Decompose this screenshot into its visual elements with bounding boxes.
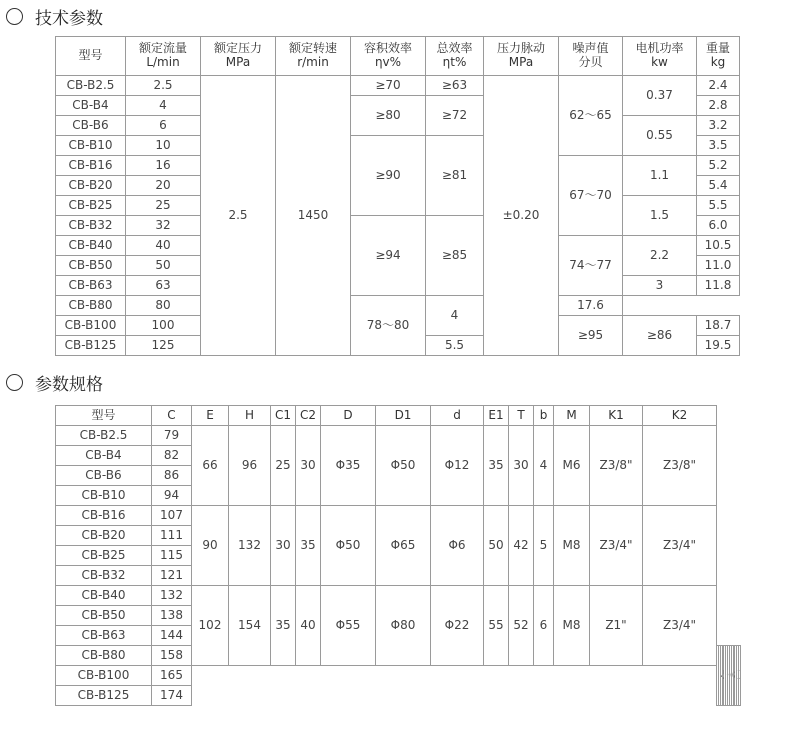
c-cell: 165 <box>152 666 192 686</box>
header-cell <box>201 37 276 76</box>
model-cell: CB-B16 <box>56 506 152 526</box>
e-cell: 90 <box>192 506 229 586</box>
section-title-text: 参数规格 <box>35 375 103 395</box>
model-cell: CB-B20 <box>56 176 126 196</box>
header-line-1: 额定流量 <box>138 41 187 56</box>
m-cell: M6 <box>554 426 590 506</box>
c-cell: 132 <box>152 586 192 606</box>
weight-cell: 6.0 <box>697 216 740 236</box>
power-cell: 0.55 <box>623 116 697 156</box>
k2-cell: Z3/8" <box>643 426 717 506</box>
section-title-text: 技术参数 <box>35 9 103 29</box>
e-cell: 102 <box>192 586 229 666</box>
d-cell: Φ35 <box>321 426 376 506</box>
spec-header-row <box>56 406 741 426</box>
b-cell: 5 <box>534 506 554 586</box>
weight-cell: 19.5 <box>697 336 740 356</box>
weight-cell: 5.2 <box>697 156 740 176</box>
header-cell: E <box>192 406 229 426</box>
header-line-1: 重量 <box>705 41 730 56</box>
m-cell: M8 <box>554 506 590 586</box>
header-cell: K1 <box>590 406 643 426</box>
total-eff-cell: ≥81 <box>426 136 484 216</box>
flow-cell: 25 <box>126 196 201 216</box>
vol-eff-cell: ≥80 <box>351 96 426 136</box>
header-line-2: ηt% <box>442 55 467 69</box>
model-cell: CB-B125 <box>56 336 126 356</box>
weight-cell: 2.8 <box>697 96 740 116</box>
power-cell: 3 <box>623 276 697 296</box>
c-cell: 121 <box>152 566 192 586</box>
model-cell: CB-B2.5 <box>56 426 152 446</box>
header-line-2: kg <box>710 55 726 69</box>
power-cell: 1.1 <box>623 156 697 196</box>
header-line-1: 额定转速 <box>288 41 337 56</box>
power-cell: 2.2 <box>623 236 697 276</box>
pressure-cell: 2.5 <box>201 76 276 356</box>
e-cell: 66 <box>192 426 229 506</box>
header-line-1: 噪声值 <box>572 41 609 56</box>
weight-cell: 18.7 <box>697 316 740 336</box>
power-cell: 1.5 <box>623 196 697 236</box>
header-cell <box>56 37 126 76</box>
e1-cell: 35 <box>484 426 509 506</box>
model-cell: CB-B10 <box>56 136 126 156</box>
model-cell: CB-B4 <box>56 446 152 466</box>
flow-cell: 100 <box>126 316 201 336</box>
t-cell: 52 <box>509 586 534 666</box>
vol-eff-cell: ≥70 <box>351 76 426 96</box>
header-cell <box>559 37 623 76</box>
header-line-1: 总效率 <box>436 41 473 56</box>
t-cell: 42 <box>509 506 534 586</box>
b-cell: 6 <box>534 586 554 666</box>
header-line-2: ηv% <box>374 55 402 69</box>
noise-cell: 74～77 <box>559 236 623 296</box>
header-cell <box>484 37 559 76</box>
c1-cell: 25 <box>271 426 296 506</box>
header-cell <box>623 37 697 76</box>
vol-eff-cell: ≥95 <box>559 316 623 356</box>
c-cell: 79 <box>152 426 192 446</box>
c-cell: 174 <box>152 686 192 706</box>
model-cell: CB-B10 <box>56 486 152 506</box>
model-cell: CB-B63 <box>56 626 152 646</box>
flow-cell: 2.5 <box>126 76 201 96</box>
c-cell: 115 <box>152 546 192 566</box>
total-eff-cell: ≥86 <box>623 316 697 356</box>
c-cell: 86 <box>152 466 192 486</box>
header-line-2: MPa <box>508 55 534 69</box>
model-cell: CB-B100 <box>56 666 152 686</box>
spec-table <box>55 405 741 706</box>
header-cell <box>126 37 201 76</box>
weight-cell: 5.4 <box>697 176 740 196</box>
header-line-2: kw <box>651 55 668 69</box>
e1-cell: 50 <box>484 506 509 586</box>
table-row <box>56 586 741 606</box>
vol-eff-cell: ≥90 <box>351 136 426 216</box>
c2-cell: 40 <box>296 586 321 666</box>
tech-header-row <box>56 37 740 76</box>
d-cell: Φ50 <box>321 506 376 586</box>
c2-cell: 30 <box>296 426 321 506</box>
d-cell: Φ12 <box>431 426 484 506</box>
header-line-1: 容积效率 <box>363 41 412 56</box>
model-cell: CB-B4 <box>56 96 126 116</box>
c-cell: 111 <box>152 526 192 546</box>
header-cell: C2 <box>296 406 321 426</box>
model-cell: CB-B40 <box>56 236 126 256</box>
h-cell: 96 <box>229 426 271 506</box>
pulsation-cell: ±0.20 <box>484 76 559 356</box>
model-cell: CB-B16 <box>56 156 126 176</box>
flow-cell: 50 <box>126 256 201 276</box>
noise-cell: 78～80 <box>351 296 426 356</box>
weight-cell: 2.4 <box>697 76 740 96</box>
header-cell <box>426 37 484 76</box>
header-line-2: MPa <box>225 55 251 69</box>
header-cell <box>276 37 351 76</box>
h-cell: 154 <box>229 586 271 666</box>
model-cell: CB-B6 <box>56 116 126 136</box>
c-cell: 138 <box>152 606 192 626</box>
header-cell: 型号 <box>56 406 152 426</box>
flow-cell: 6 <box>126 116 201 136</box>
weight-cell: 11.8 <box>697 276 740 296</box>
table-row <box>56 426 741 446</box>
k1-cell: Z3/4" <box>590 506 643 586</box>
weight-cell: 3.2 <box>697 116 740 136</box>
header-cell: H <box>229 406 271 426</box>
c-cell: 158 <box>152 646 192 666</box>
c-cell: 144 <box>152 626 192 646</box>
table-row <box>56 296 740 316</box>
model-cell: CB-B50 <box>56 606 152 626</box>
weight-cell: 3.5 <box>697 136 740 156</box>
header-cell: T <box>509 406 534 426</box>
c2-cell: 35 <box>296 506 321 586</box>
model-cell: CB-B50 <box>56 256 126 276</box>
d1-cell: Φ65 <box>376 506 431 586</box>
t-cell: 30 <box>509 426 534 506</box>
d1-cell: Φ50 <box>376 426 431 506</box>
header-line-1: 额定压力 <box>213 41 262 56</box>
model-cell: CB-B25 <box>56 196 126 216</box>
header-cell: D <box>321 406 376 426</box>
noise-cell: 67～70 <box>559 156 623 236</box>
total-eff-cell: ≥63 <box>426 76 484 96</box>
model-cell: CB-B100 <box>56 316 126 336</box>
d1-cell: Φ80 <box>376 586 431 666</box>
c-cell: 82 <box>152 446 192 466</box>
section-title-spec <box>6 370 103 395</box>
flow-cell: 32 <box>126 216 201 236</box>
header-line-2: 分贝 <box>578 55 603 69</box>
model-cell: CB-B80 <box>56 296 126 316</box>
power-cell: 0.37 <box>623 76 697 116</box>
c1-cell: 35 <box>271 586 296 666</box>
header-line-1: 型号 <box>78 48 103 63</box>
circle-bullet-icon <box>6 374 23 391</box>
model-cell: CB-B125 <box>56 686 152 706</box>
model-cell: CB-B25 <box>56 546 152 566</box>
weight-cell: 10.5 <box>697 236 740 256</box>
header-line-1: 电机功率 <box>635 41 684 56</box>
header-cell: C <box>152 406 192 426</box>
b-cell: 4 <box>534 426 554 506</box>
tech-params-table <box>55 36 740 356</box>
power-cell: 4 <box>426 296 484 336</box>
header-cell: d <box>431 406 484 426</box>
model-cell: CB-B40 <box>56 586 152 606</box>
k2-cell: Z3/4" <box>643 586 717 666</box>
flow-cell: 16 <box>126 156 201 176</box>
d-cell: Φ55 <box>321 586 376 666</box>
model-cell: CB-B32 <box>56 566 152 586</box>
noise-cell: 62～65 <box>559 76 623 156</box>
flow-cell: 63 <box>126 276 201 296</box>
circle-bullet-icon <box>6 8 23 25</box>
header-cell: K2 <box>643 406 717 426</box>
weight-cell: 11.0 <box>697 256 740 276</box>
c-cell: 107 <box>152 506 192 526</box>
model-cell: CB-B32 <box>56 216 126 236</box>
k2-cell <box>739 646 741 706</box>
table-row <box>56 666 741 686</box>
k2-cell: Z3/4" <box>643 506 717 586</box>
power-cell: 5.5 <box>426 336 484 356</box>
flow-cell: 4 <box>126 96 201 116</box>
header-cell <box>697 37 740 76</box>
header-cell: C1 <box>271 406 296 426</box>
weight-cell: 5.5 <box>697 196 740 216</box>
flow-cell: 40 <box>126 236 201 256</box>
k1-cell: Z3/8" <box>590 426 643 506</box>
flow-cell: 20 <box>126 176 201 196</box>
model-cell: CB-B63 <box>56 276 126 296</box>
header-line-1: 压力脉动 <box>496 41 545 56</box>
model-cell: CB-B20 <box>56 526 152 546</box>
flow-cell: 80 <box>126 296 201 316</box>
table-row <box>56 76 740 96</box>
header-line-2: L/min <box>146 55 180 69</box>
header-cell: b <box>534 406 554 426</box>
h-cell: 132 <box>229 506 271 586</box>
header-cell <box>351 37 426 76</box>
table-row <box>56 506 741 526</box>
m-cell: M8 <box>554 586 590 666</box>
table-row <box>56 686 741 706</box>
total-eff-cell: ≥85 <box>426 216 484 296</box>
c-cell: 94 <box>152 486 192 506</box>
flow-cell: 125 <box>126 336 201 356</box>
d-cell: Φ6 <box>431 506 484 586</box>
model-cell: CB-B80 <box>56 646 152 666</box>
flow-cell: 10 <box>126 136 201 156</box>
vol-eff-cell: ≥94 <box>351 216 426 296</box>
header-cell: E1 <box>484 406 509 426</box>
header-line-2: r/min <box>297 55 329 69</box>
d-cell: Φ22 <box>431 586 484 666</box>
section-title-tech <box>6 4 103 29</box>
model-cell: CB-B6 <box>56 466 152 486</box>
k1-cell: Z1" <box>590 586 643 666</box>
model-cell: CB-B2.5 <box>56 76 126 96</box>
weight-cell: 17.6 <box>559 296 623 316</box>
speed-cell: 1450 <box>276 76 351 356</box>
header-cell: D1 <box>376 406 431 426</box>
c1-cell: 30 <box>271 506 296 586</box>
total-eff-cell: ≥72 <box>426 96 484 136</box>
e1-cell: 55 <box>484 586 509 666</box>
header-cell: M <box>554 406 590 426</box>
